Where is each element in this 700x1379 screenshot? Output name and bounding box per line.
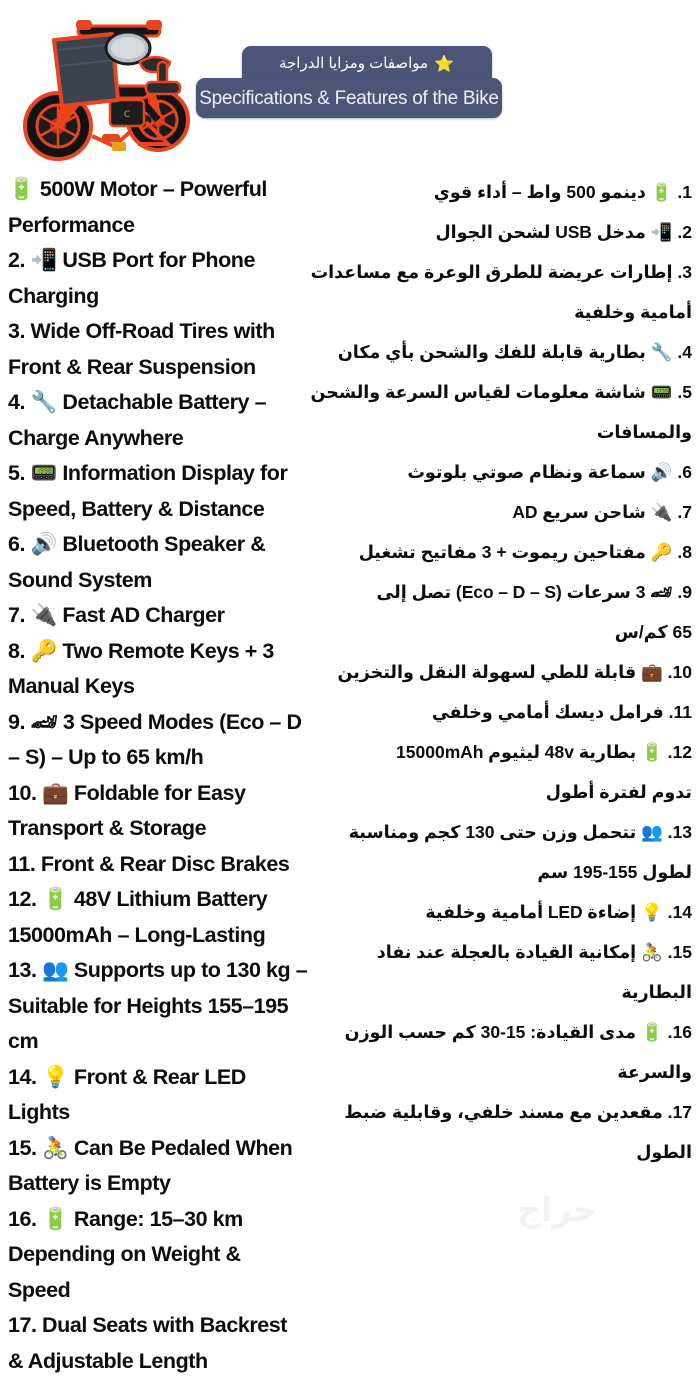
spec-en-line: 9. 🏎 3 Speed Modes (Eco – D [8, 705, 356, 741]
svg-text:C: C [124, 110, 130, 120]
spec-en-line: – S) – Up to 65 km/h [8, 740, 356, 776]
spec-en-line: 12. 🔋 48V Lithium Battery [8, 882, 356, 918]
spec-en-line: cm [8, 1024, 356, 1060]
arabic-specs-column [344, 172, 692, 1172]
site-watermark: حراج [482, 1186, 632, 1234]
spec-en-line: 3. Wide Off-Road Tires with [8, 314, 356, 350]
spec-en-line: 15000mAh – Long-Lasting [8, 918, 356, 954]
spec-en-line: Speed [8, 1273, 356, 1309]
spec-ar-line: 9. 🏎 3 سرعات (Eco – D – S) تصل إلى [344, 572, 692, 612]
spec-ar-line: 10. 💼 قابلة للطي لسهولة النقل والتخزين [344, 652, 692, 692]
spec-ar-line: البطارية [344, 972, 692, 1012]
spec-en-line: 14. 💡 Front & Rear LED [8, 1060, 356, 1096]
spec-en-line: Battery is Empty [8, 1166, 356, 1202]
spec-en-line: 8. 🔑 Two Remote Keys + 3 [8, 634, 356, 670]
spec-ar-line: 17. مقعدين مع مسند خلفي، وقابلية ضبط [344, 1092, 692, 1132]
bike-product-image [18, 4, 204, 170]
spec-en-line: Depending on Weight & [8, 1237, 356, 1273]
spec-en-line: Suitable for Heights 155–195 [8, 989, 356, 1025]
spec-ar-line: 8. 🔑 مفتاحين ريموت + 3 مفاتيح تشغيل [344, 532, 692, 572]
spec-en-line: 16. 🔋 Range: 15–30 km [8, 1202, 356, 1238]
spec-en-line: 15. 🚴 Can Be Pedaled When [8, 1131, 356, 1167]
header [0, 0, 700, 172]
spec-ar-line: 12. 🔋 بطارية 48v ليثيوم 15000mAh [344, 732, 692, 772]
banner-english-title: Specifications & Features of the Bike [199, 89, 498, 108]
spec-en-line: 2. 📲 USB Port for Phone [8, 243, 356, 279]
spec-ar-line: لطول 155-195 سم [344, 852, 692, 892]
spec-ar-line: 7. 🔌 شاحن سريع AD [344, 492, 692, 532]
spec-en-line: & Adjustable Length [8, 1344, 356, 1379]
spec-ar-line: 65 كم/س [344, 612, 692, 652]
title-banner-arabic-plaque [242, 46, 492, 82]
title-banner-english-plaque [196, 78, 502, 118]
spec-ar-line: 14. 💡 إضاءة LED أمامية وخلفية [344, 892, 692, 932]
spec-ar-line: تدوم لفترة أطول [344, 772, 692, 812]
spec-en-line: Manual Keys [8, 669, 356, 705]
star-icon: ⭐ [434, 56, 454, 72]
spec-ar-line: 11. فرامل ديسك أمامي وخلفي [344, 692, 692, 732]
spec-en-line: 17. Dual Seats with Backrest [8, 1308, 356, 1344]
spec-ar-line: 5. 📟 شاشة معلومات لقياس السرعة والشحن [344, 372, 692, 412]
spec-en-line: 11. Front & Rear Disc Brakes [8, 847, 356, 883]
spec-ar-line: والسرعة [344, 1052, 692, 1092]
spec-en-line: Charge Anywhere [8, 421, 356, 457]
english-specs-column [8, 172, 356, 1379]
spec-en-line: Front & Rear Suspension [8, 350, 356, 386]
spec-ar-line: 16. 🔋 مدى القيادة: 15-30 كم حسب الوزن [344, 1012, 692, 1052]
spec-en-line: 6. 🔊 Bluetooth Speaker & [8, 527, 356, 563]
banner-arabic-title: مواصفات ومزايا الدراجة [279, 56, 432, 71]
spec-ar-line: 6. 🔊 سماعة ونظام صوتي بلوتوث [344, 452, 692, 492]
spec-en-line: 7. 🔌 Fast AD Charger [8, 598, 356, 634]
specs-content [0, 172, 700, 1245]
spec-en-line: 🔋 500W Motor – Powerful [8, 172, 356, 208]
spec-en-line: 13. 👥 Supports up to 130 kg – [8, 953, 356, 989]
title-banner [196, 46, 502, 118]
spec-en-line: Transport & Storage [8, 811, 356, 847]
spec-en-line: Performance [8, 208, 356, 244]
spec-en-line: Speed, Battery & Distance [8, 492, 356, 528]
spec-en-line: Charging [8, 279, 356, 315]
spec-ar-line: أمامية وخلفية [344, 292, 692, 332]
spec-ar-line: والمسافات [344, 412, 692, 452]
spec-ar-line: 2. 📲 مدخل USB لشحن الجوال [344, 212, 692, 252]
spec-ar-line: الطول [344, 1132, 692, 1172]
spec-ar-line: 13. 👥 تتحمل وزن حتى 130 كجم ومناسبة [344, 812, 692, 852]
spec-en-line: Sound System [8, 563, 356, 599]
spec-ar-line: 1. 🔋 دينمو 500 واط – أداء قوي [344, 172, 692, 212]
spec-en-line: 10. 💼 Foldable for Easy [8, 776, 356, 812]
spec-en-line: Lights [8, 1095, 356, 1131]
spec-ar-line: 15. 🚴 إمكانية القيادة بالعجلة عند نفاد [344, 932, 692, 972]
spec-en-line: 5. 📟 Information Display for [8, 456, 356, 492]
spec-en-line: 4. 🔧 Detachable Battery – [8, 385, 356, 421]
spec-ar-line: 4. 🔧 بطارية قابلة للفك والشحن بأي مكان [344, 332, 692, 372]
spec-ar-line: 3. إطارات عريضة للطرق الوعرة مع مساعدات [344, 252, 692, 292]
